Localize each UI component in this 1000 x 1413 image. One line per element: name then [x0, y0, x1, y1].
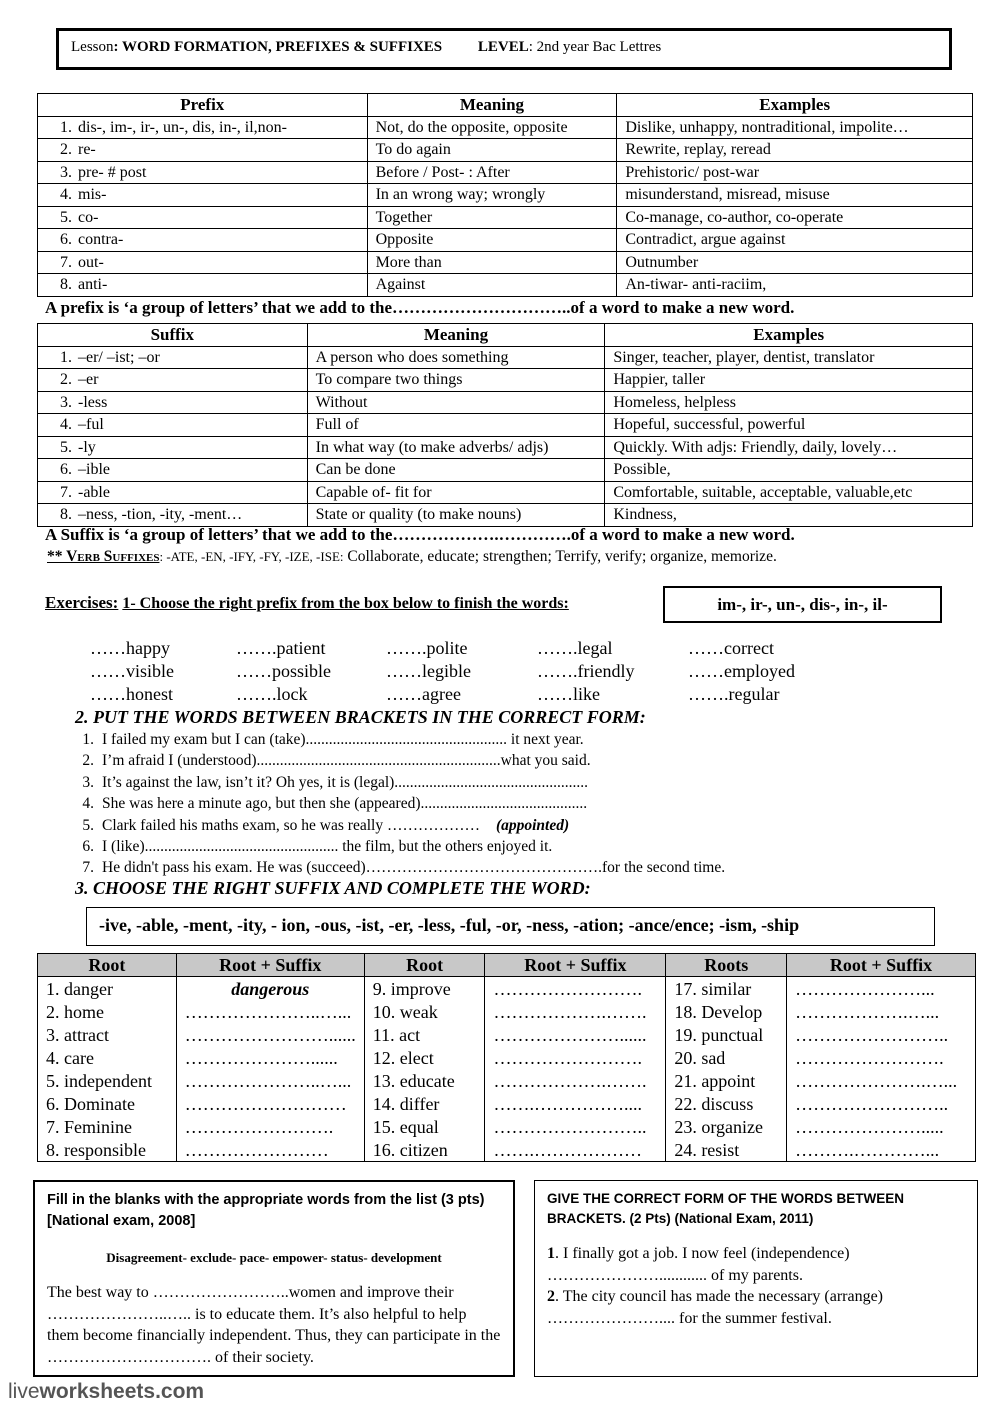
item-number: 4. [82, 795, 94, 813]
examples-cell: Hopeful, successful, powerful [605, 414, 973, 437]
word-blank: …….patient [236, 638, 326, 658]
answer-cell[interactable]: ……………….……. [485, 1000, 666, 1023]
examples-cell: Dislike, unhappy, nontraditional, impolite… [617, 116, 973, 139]
suffix-row [38, 414, 973, 437]
item-1-text: . I finally got a job. I now feel (independence) …………………............ of my parents. [547, 1245, 850, 1284]
exercises-label: Exercises: [45, 593, 119, 612]
word-blank: …….polite [386, 638, 468, 658]
root-row [38, 977, 976, 1001]
meaning-cell: Together [367, 206, 617, 229]
suffix-item: –ful [78, 416, 104, 434]
meaning-cell: Not, do the opposite, opposite [367, 116, 617, 139]
word-blank: …….regular [688, 684, 780, 704]
prefix-choice-box: im-, ir-, un-, dis-, in-, il- [663, 586, 942, 623]
suffix-item: –er [78, 371, 99, 389]
root-cell: 16. citizen [364, 1138, 485, 1162]
answer-cell[interactable]: …………………..…... [176, 1069, 364, 1092]
word-blank: ……employed [688, 661, 795, 681]
item-hint: (appointed) [495, 816, 570, 834]
item-number: 5. [82, 816, 94, 834]
answer-cell[interactable]: …….…………….... [485, 1092, 666, 1115]
prefix-row [38, 274, 973, 297]
meaning-header: Meaning [367, 94, 617, 117]
correct-form-title: GIVE THE CORRECT FORM OF THE WORDS BETWEEN BRACKETS. (2 Pts) (National Exam, 2011) [547, 1191, 904, 1226]
root-header: Root + Suffix [176, 954, 364, 977]
suffix-cell [38, 414, 308, 437]
suffix-choice-box: -ive, -able, -ment, -ity, - ion, -ous, -ist, -er, -less, -ful, -or, -ness, -ation; -ance/ence; -ism, -ship [86, 907, 935, 946]
logo-suffix: .com [155, 1380, 205, 1403]
item-2-text: . The city council has made the necessary (arrange) ………………….... for the summer festival. [547, 1288, 883, 1327]
prefix-cell [38, 229, 368, 252]
prefix-cell [38, 251, 368, 274]
suffix-rule: A Suffix is ‘a group of letters’ that we add to the……………….………….of a word to make a new word. [45, 525, 795, 544]
root-row [38, 1069, 976, 1092]
word-blank: …….friendly [537, 661, 635, 681]
examples-cell: Co-manage, co-author, co-operate [617, 206, 973, 229]
meaning-cell: Full of [307, 414, 605, 437]
answer-cell[interactable]: ……………….……. [485, 1069, 666, 1092]
prefix-item: contra- [78, 231, 124, 249]
root-cell: 10. weak [364, 1000, 485, 1023]
exercise1-heading [45, 593, 569, 613]
suffix-table [37, 323, 973, 527]
prefix-cell [38, 274, 368, 297]
root-cell: 22. discuss [666, 1092, 787, 1115]
correct-form-box [534, 1180, 978, 1377]
answer-cell[interactable]: …….……………… [485, 1138, 666, 1162]
root-row [38, 1023, 976, 1046]
root-header: Root [364, 954, 485, 977]
word-blank: ……possible [236, 661, 332, 681]
answer-cell[interactable]: ……………….…... [787, 1000, 976, 1023]
answer-cell[interactable]: ……………………. [176, 1115, 364, 1138]
row-number: 8. [60, 276, 72, 294]
word-blank: …….lock [236, 684, 308, 704]
answer-cell[interactable]: …………………….. [485, 1115, 666, 1138]
lesson-title: WORD FORMATION, PREFIXES & SUFFIXES [121, 39, 443, 55]
liveworksheets-logo[interactable] [8, 1380, 204, 1404]
answer-cell[interactable]: …………………... [787, 977, 976, 1001]
suffix-row [38, 504, 973, 527]
suffix-item: –er/ –ist; –or [78, 348, 160, 366]
row-number: 4. [60, 416, 72, 434]
row-number: 7. [60, 253, 72, 271]
root-cell: 18. Develop [666, 1000, 787, 1023]
word-blank: ……happy [90, 638, 170, 658]
answer-cell[interactable]: …………………..... [787, 1115, 976, 1138]
row-number: 3. [60, 393, 72, 411]
exercise2-item [70, 795, 950, 816]
meaning-cell: Before / Post- : After [367, 161, 617, 184]
examples-cell: Kindness, [605, 504, 973, 527]
answer-cell[interactable]: ………………….…... [787, 1069, 976, 1092]
item-text: I (like).................................................. the film, but the others enjoyed it. [102, 837, 553, 855]
correct-form-item-2 [547, 1286, 965, 1329]
item-number: 3. [82, 773, 94, 791]
answer-cell[interactable]: …………………… [176, 1138, 364, 1162]
suffix-cell [38, 391, 308, 414]
root-cell: 4. care [38, 1046, 177, 1069]
prefix-row [38, 229, 973, 252]
answer-cell[interactable]: ……………………. [485, 1046, 666, 1069]
examples-cell: misunderstand, misread, misuse [617, 184, 973, 207]
meaning-cell: Opposite [367, 229, 617, 252]
word-blank: ……correct [688, 638, 774, 658]
meaning-cell: Against [367, 274, 617, 297]
examples-cell: Happier, taller [605, 369, 973, 392]
root-cell: 13. educate [364, 1069, 485, 1092]
examples-cell: Homeless, helpless [605, 391, 973, 414]
suffix-cell [38, 436, 308, 459]
root-header: Root + Suffix [787, 954, 976, 977]
verb-suffixes-examples: Collaborate, educate; strengthen; Terrify, verify; organize, memorize. [347, 548, 777, 565]
fill-blanks-title: Fill in the blanks with the appropriate words from the list (3 pts) [National exam, 2008] [47, 1192, 485, 1229]
prefix-table [37, 93, 973, 297]
row-number: 7. [60, 483, 72, 501]
item-number: 7. [82, 859, 94, 877]
item-2-number: 2 [547, 1288, 555, 1305]
prefix-rule: A prefix is ‘a group of letters’ that we add to the…………………………..of a word to make a new word. [45, 298, 795, 317]
suffix-header: Suffix [38, 324, 308, 347]
meaning-cell: Capable of- fit for [307, 481, 605, 504]
prefix-row [38, 184, 973, 207]
item-1-number: 1 [547, 1245, 555, 1262]
root-cell: 7. Feminine [38, 1115, 177, 1138]
item-number: 2. [82, 752, 94, 770]
root-row [38, 1138, 976, 1162]
suffix-item: –ible [78, 461, 110, 479]
root-cell: 3. attract [38, 1023, 177, 1046]
suffix-meaning-header: Meaning [307, 324, 605, 347]
row-number: 4. [60, 186, 72, 204]
suffix-cell [38, 504, 308, 527]
exercise3-title: 3. CHOOSE THE RIGHT SUFFIX AND COMPLETE THE WORD: [75, 878, 591, 898]
suffix-item: -less [78, 393, 108, 411]
examples-cell: An-tiwar- anti-raciim, [617, 274, 973, 297]
root-cell: 21. appoint [666, 1069, 787, 1092]
meaning-cell: To compare two things [307, 369, 605, 392]
answer-cell[interactable]: dangerous [176, 977, 364, 1001]
exercise1-title: 1- Choose the right prefix from the box below to finish the words: [122, 595, 569, 612]
root-row [38, 1115, 976, 1138]
examples-cell: Prehistoric/ post-war [617, 161, 973, 184]
prefix-item: out- [78, 253, 104, 271]
answer-cell[interactable]: …………………….. [787, 1092, 976, 1115]
suffix-cell [38, 346, 308, 369]
verb-suffixes-list: : -ATE, -EN, -IFY, -FY, -IZE, -ISE: [159, 549, 344, 564]
correct-form-item-1 [547, 1243, 965, 1286]
prefix-row [38, 139, 973, 162]
examples-cell: Singer, teacher, player, dentist, translator [605, 346, 973, 369]
word-blank: ……legible [386, 661, 471, 681]
suffix-row [38, 436, 973, 459]
examples-cell: Comfortable, suitable, acceptable, valuable,etc [605, 481, 973, 504]
root-cell: 12. elect [364, 1046, 485, 1069]
root-cell: 20. sad [666, 1046, 787, 1069]
examples-cell: Outnumber [617, 251, 973, 274]
level-label: LEVEL [477, 39, 529, 55]
exercise2-item [70, 752, 950, 773]
suffix-cell [38, 369, 308, 392]
root-cell: 6. Dominate [38, 1092, 177, 1115]
root-cell: 8. responsible [38, 1138, 177, 1162]
suffix-item: –ness, -tion, -ity, -ment… [78, 506, 243, 524]
root-cell: 1. danger [38, 977, 177, 1001]
item-text: I failed my exam but I can (take).................................................... it next year. [102, 731, 584, 748]
fill-blanks-text: The best way to ……………………..women and improve their …………………..….. is to educate them. It’s also helpful to help them become financially independent. Thus, they can participate in the …………………………. of their society. [47, 1284, 501, 1366]
suffix-examples-header: Examples [605, 324, 973, 347]
level-text: 2nd year Bac Lettres [536, 39, 662, 55]
answer-cell[interactable]: …………………...... [485, 1023, 666, 1046]
exercise2-item [70, 838, 950, 859]
answer-cell[interactable]: ……….…………... [787, 1138, 976, 1162]
answer-cell[interactable]: …………………...... [176, 1046, 364, 1069]
prefix-header: Prefix [38, 94, 368, 117]
item-text: I’m afraid I (understood)...............................................................what you said. [102, 752, 591, 770]
item-text: She was here a minute ago, but then she (appeared)........................................... [102, 795, 588, 813]
answer-cell[interactable]: …………………….. [787, 1023, 976, 1046]
prefix-item: pre- # post [78, 163, 147, 181]
root-cell: 15. equal [364, 1115, 485, 1138]
row-number: 5. [60, 438, 72, 456]
root-cell: 11. act [364, 1023, 485, 1046]
verb-suffixes-line [47, 548, 777, 566]
suffix-row [38, 481, 973, 504]
row-number: 2. [60, 371, 72, 389]
prefix-item: dis-, im-, ir-, un-, dis, in-, il,non- [78, 118, 287, 136]
item-text: He didn't pass his exam. He was (succeed)……………………………………….for the second time. [102, 859, 726, 877]
meaning-cell: A person who does something [307, 346, 605, 369]
suffix-item: -ly [78, 438, 96, 456]
row-number: 6. [60, 231, 72, 249]
examples-cell: Quickly. With adjs: Friendly, daily, lovely… [605, 436, 973, 459]
suffix-row [38, 369, 973, 392]
examples-cell: Rewrite, replay, reread [617, 139, 973, 162]
item-text: Clark failed his maths exam, so he was really ……………… [102, 816, 480, 834]
prefix-row [38, 161, 973, 184]
lesson-header: Lesson: WORD FORMATION, PREFIXES & SUFFIXES LEVEL: 2nd year Bac Lettres [56, 28, 952, 70]
answer-cell[interactable]: ……………………… [176, 1092, 364, 1115]
word-blank: ……like [537, 684, 600, 704]
row-number: 1. [60, 348, 72, 366]
logo-bold: worksheets [39, 1380, 156, 1403]
meaning-cell: State or quality (to make nouns) [307, 504, 605, 527]
examples-cell: Possible, [605, 459, 973, 482]
prefix-cell [38, 184, 368, 207]
suffix-item: -able [78, 483, 110, 501]
prefix-row [38, 206, 973, 229]
root-header: Root + Suffix [485, 954, 666, 977]
meaning-cell: In what way (to make adverbs/ adjs) [307, 436, 605, 459]
row-number: 3. [60, 163, 72, 181]
suffix-row [38, 459, 973, 482]
root-cell: 17. similar [666, 977, 787, 1001]
meaning-cell: Can be done [307, 459, 605, 482]
word-blank: ……honest [90, 684, 173, 704]
exercise2-title: 2. PUT THE WORDS BETWEEN BRACKETS IN THE CORRECT FORM: [75, 707, 646, 727]
exercise2-list [70, 731, 950, 881]
root-row [38, 1046, 976, 1069]
prefix-item: co- [78, 208, 99, 226]
answer-cell[interactable]: …………………..…... [176, 1000, 364, 1023]
prefix-item: re- [78, 141, 96, 159]
prefix-cell [38, 206, 368, 229]
word-blank: …….legal [537, 638, 613, 658]
exercise2-item [70, 731, 950, 752]
suffix-row [38, 391, 973, 414]
prefix-item: anti- [78, 276, 108, 294]
examples-header: Examples [617, 94, 973, 117]
prefix-row [38, 116, 973, 139]
root-cell: 9. improve [364, 977, 485, 1001]
root-header: Roots [666, 954, 787, 977]
root-cell: 19. punctual [666, 1023, 787, 1046]
suffix-row [38, 346, 973, 369]
prefix-cell [38, 161, 368, 184]
root-cell: 5. independent [38, 1069, 177, 1092]
suffix-cell [38, 481, 308, 504]
root-row [38, 1000, 976, 1023]
root-cell: 24. resist [666, 1138, 787, 1162]
examples-cell: Contradict, argue against [617, 229, 973, 252]
meaning-cell: Without [307, 391, 605, 414]
root-cell: 14. differ [364, 1092, 485, 1115]
prefix-row [38, 251, 973, 274]
root-row [38, 1092, 976, 1115]
fill-blanks-word-list: Disagreement- exclude- pace- empower- status- development [106, 1250, 442, 1265]
row-number: 5. [60, 208, 72, 226]
prefix-cell [38, 116, 368, 139]
meaning-cell: In an wrong way; wrongly [367, 184, 617, 207]
word-blank: ……visible [90, 661, 174, 681]
prefix-item: mis- [78, 186, 107, 204]
logo-light: live [8, 1380, 40, 1403]
root-header: Root [38, 954, 177, 977]
meaning-cell: To do again [367, 139, 617, 162]
root-cell: 23. organize [666, 1115, 787, 1138]
suffix-cell [38, 459, 308, 482]
exercise2-item [70, 817, 950, 838]
item-text: It’s against the law, isn’t it? Oh yes, it is (legal).................................................. [102, 773, 589, 791]
verb-suffixes-label: ** Verb Suffixes [47, 548, 160, 565]
row-number: 1. [60, 118, 72, 136]
root-suffix-table [37, 953, 976, 1162]
answer-cell[interactable]: ……………………. [485, 977, 666, 1001]
row-number: 2. [60, 141, 72, 159]
row-number: 8. [60, 506, 72, 524]
exercise2-item [70, 774, 950, 795]
answer-cell[interactable]: ……………………...... [176, 1023, 364, 1046]
answer-cell[interactable]: ……………………. [787, 1046, 976, 1069]
fill-blanks-box [33, 1180, 515, 1377]
row-number: 6. [60, 461, 72, 479]
meaning-cell: More than [367, 251, 617, 274]
word-blank: ……agree [386, 684, 461, 704]
item-number: 1. [82, 731, 94, 748]
prefix-cell [38, 139, 368, 162]
item-number: 6. [82, 837, 94, 855]
root-cell: 2. home [38, 1000, 177, 1023]
lesson-label: Lesson [71, 39, 114, 55]
